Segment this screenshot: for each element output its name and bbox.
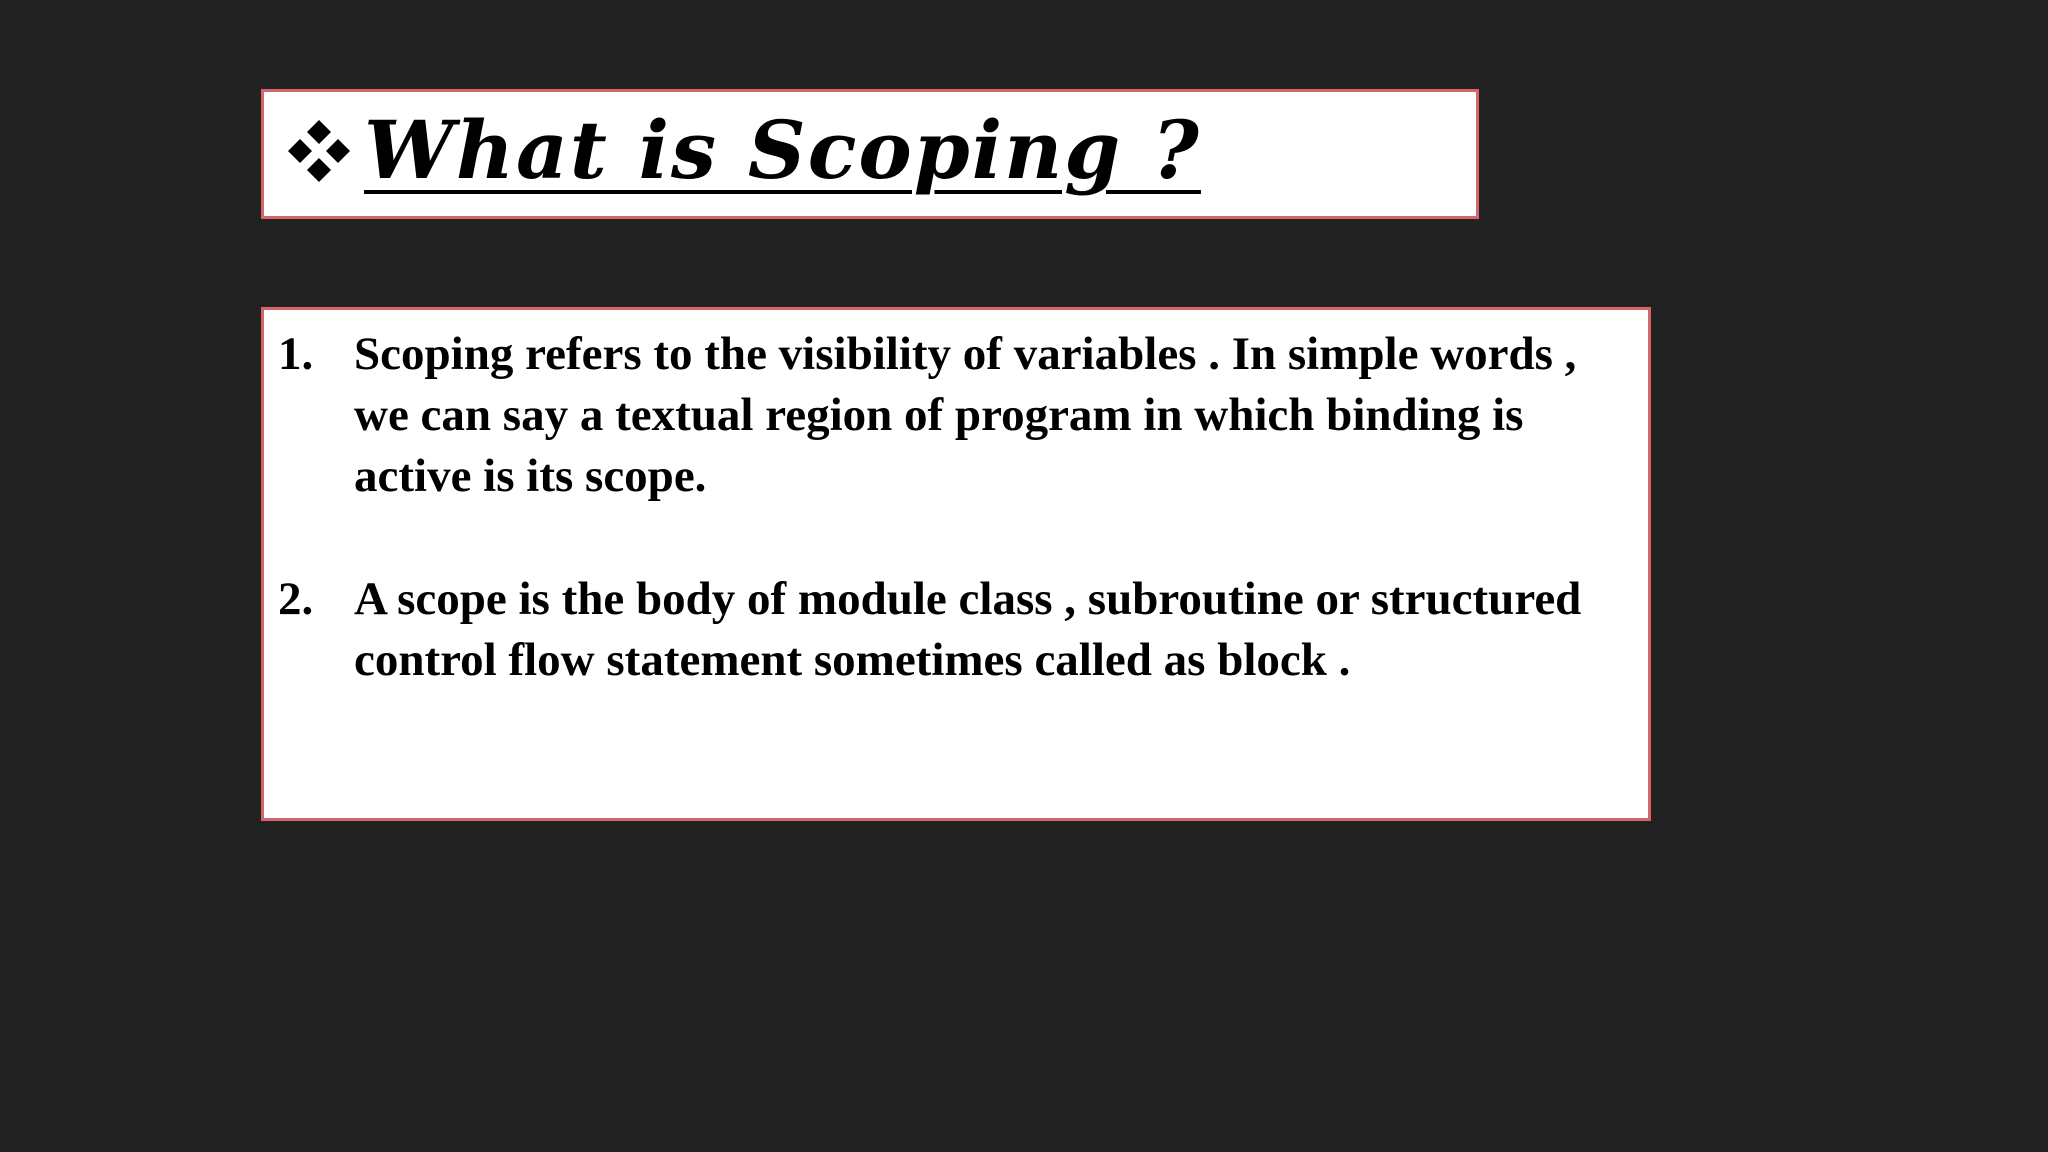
four-diamond-bullet-icon — [286, 118, 352, 184]
list-item — [278, 569, 1608, 691]
list-item-text: Scoping refers to the visibility of variables . In simple words , we can say a textual region of program in which binding is active is its scope. — [354, 328, 1577, 502]
numbered-list — [278, 324, 1608, 691]
list-item — [278, 324, 1608, 507]
list-item-number: 2. — [278, 573, 314, 625]
list-item-number: 1. — [278, 328, 314, 380]
title-box — [261, 89, 1479, 219]
content-box — [261, 307, 1651, 821]
list-item-text: A scope is the body of module class , subroutine or structured control flow statement sometimes called as block . — [354, 573, 1582, 686]
slide-title: What is Scoping ? — [364, 103, 1201, 197]
